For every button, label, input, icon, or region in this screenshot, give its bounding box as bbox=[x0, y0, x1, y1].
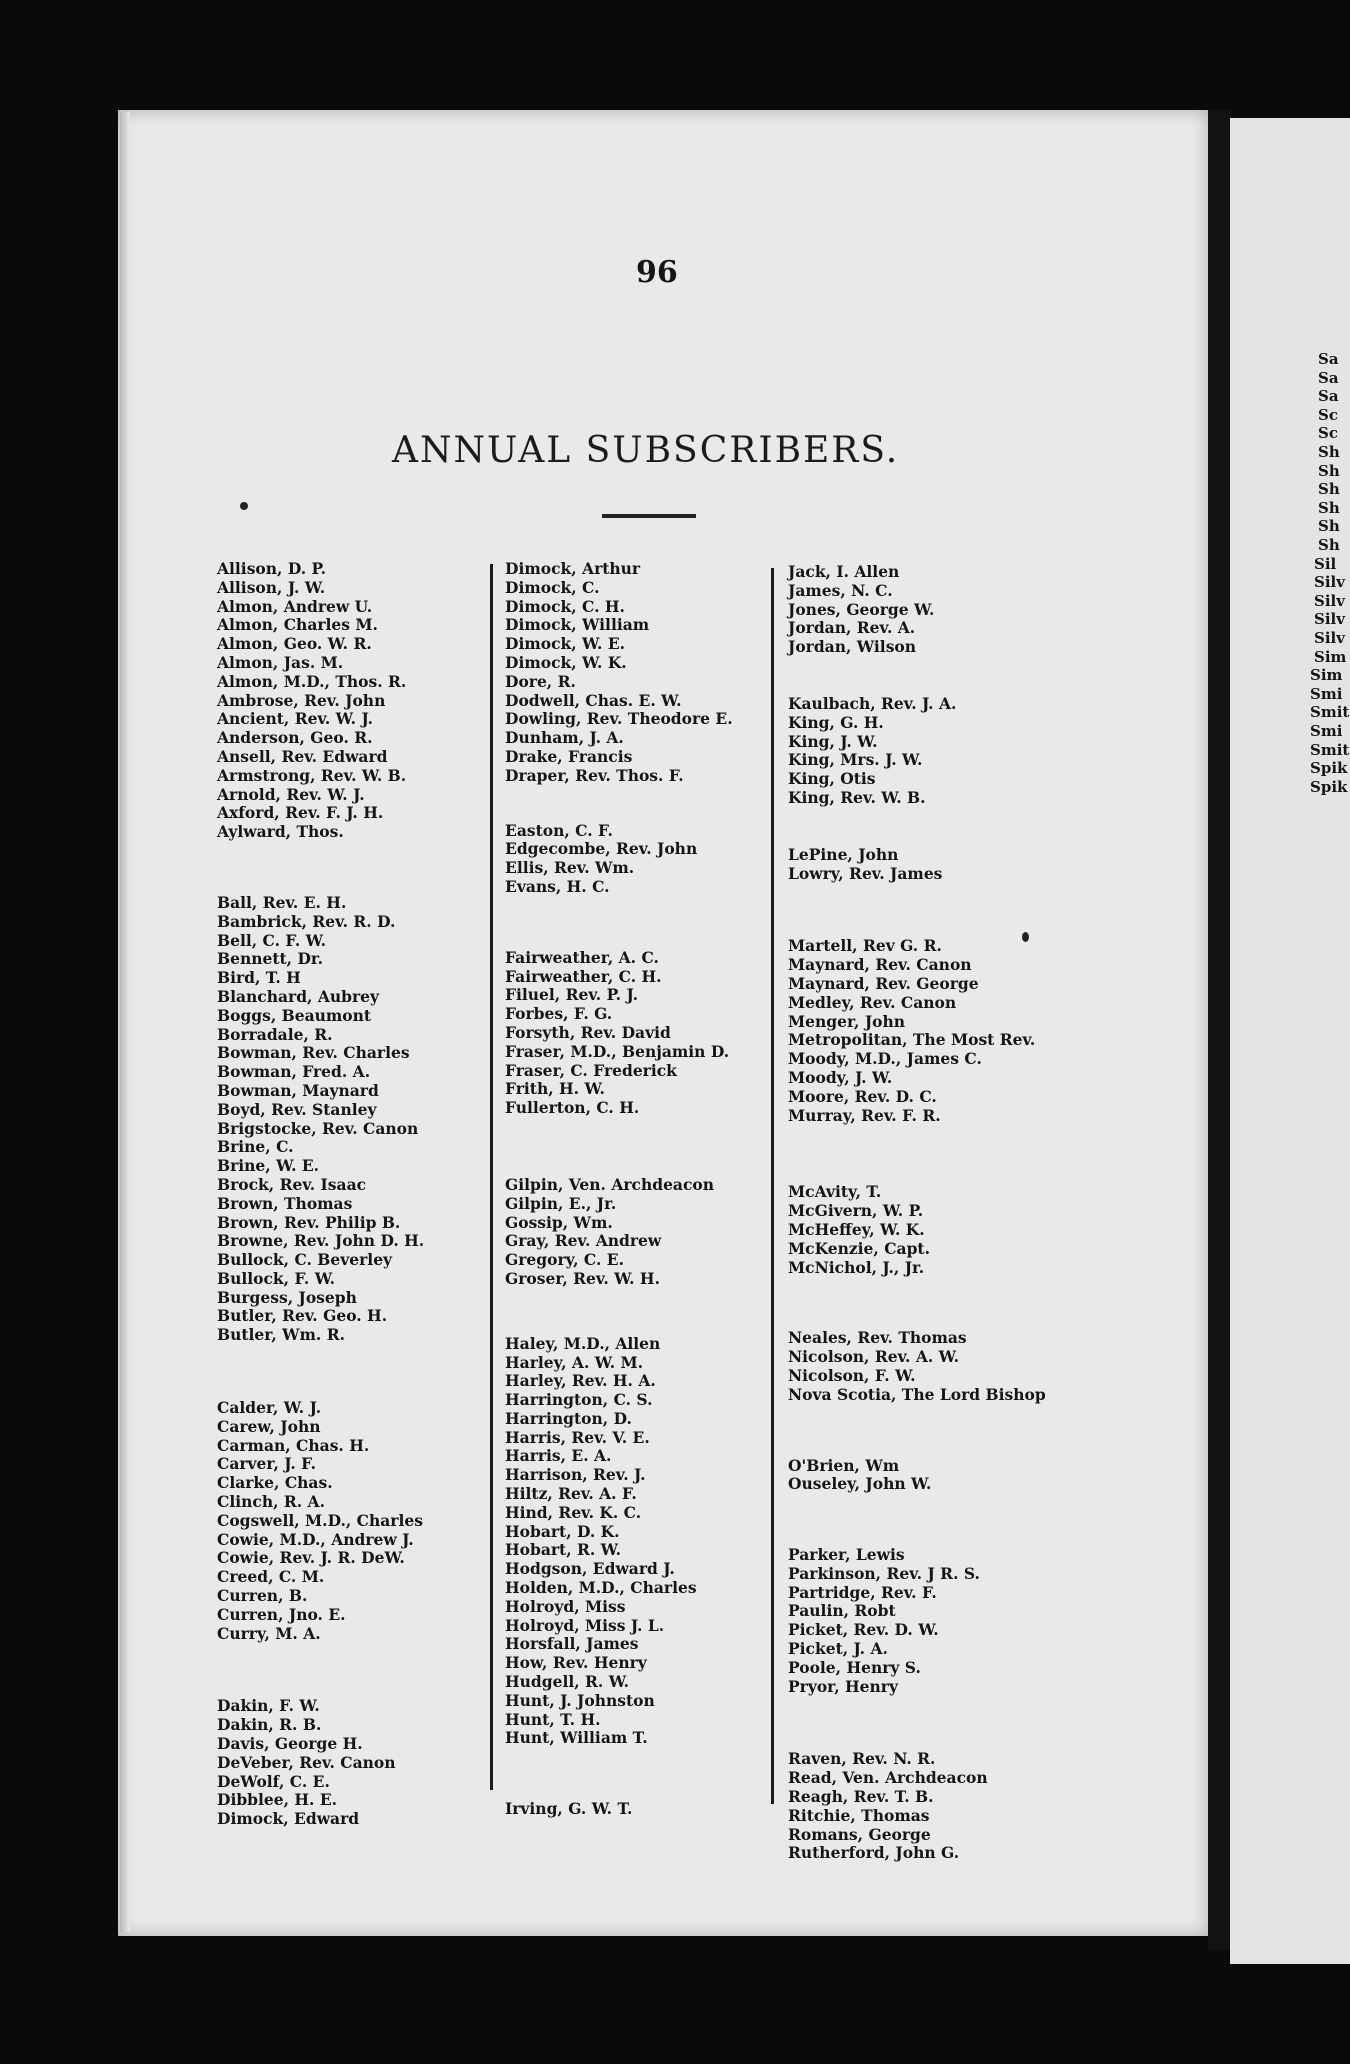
facing-page-text: Sh bbox=[1318, 517, 1340, 536]
subscriber-entry: Armstrong, Rev. W. B. bbox=[217, 765, 407, 785]
subscriber-entry: Dimock, W. K. bbox=[505, 652, 627, 672]
subscriber-entry: King, Rev. W. B. bbox=[788, 787, 926, 807]
subscriber-entry: Dimock, C. H. bbox=[505, 596, 625, 616]
subscriber-entry: Jones, George W. bbox=[788, 599, 935, 619]
subscriber-entry: McAvity, T. bbox=[788, 1182, 882, 1202]
subscriber-entry: Haley, M.D., Allen bbox=[505, 1333, 661, 1353]
group-spacer bbox=[217, 842, 479, 894]
facing-page-text: Sa bbox=[1318, 368, 1339, 387]
subscriber-entry: Ellis, Rev. Wm. bbox=[505, 858, 635, 878]
subscriber-entry: Irving, G. W. T. bbox=[505, 1799, 633, 1819]
facing-page-text: Sa bbox=[1318, 350, 1339, 368]
subscriber-entry: Dimock, Arthur bbox=[505, 559, 641, 578]
subscriber-entry: Hobart, R. W. bbox=[505, 1540, 622, 1560]
facing-page-text: Silv bbox=[1314, 591, 1345, 610]
subscriber-entry: McNichol, J., Jr. bbox=[788, 1257, 925, 1277]
subscriber-entry: Dakin, R. B. bbox=[217, 1715, 322, 1735]
subscriber-entry: Dunham, J. A. bbox=[505, 728, 624, 748]
subscriber-entry: Fairweather, C. H. bbox=[505, 966, 662, 986]
facing-page-text: Smi bbox=[1310, 722, 1343, 740]
subscriber-entry: Romans, George bbox=[788, 1824, 931, 1844]
subscriber-entry: Bowman, Fred. A. bbox=[217, 1062, 371, 1082]
subscriber-entry: Medley, Rev. Canon bbox=[788, 992, 957, 1012]
group-spacer bbox=[505, 1748, 763, 1800]
subscriber-entry: Murray, Rev. F. R. bbox=[788, 1105, 941, 1125]
subscriber-entry: Hiltz, Rev. A. F. bbox=[505, 1484, 637, 1504]
subscriber-entry: Holden, M.D., Charles bbox=[505, 1578, 697, 1598]
subscriber-entry: Draper, Rev. Thos. F. bbox=[505, 765, 684, 785]
subscriber-entry: Carman, Chas. H. bbox=[217, 1435, 370, 1455]
facing-page-text: Silv bbox=[1314, 573, 1345, 592]
subscriber-entry: Moody, J. W. bbox=[788, 1067, 893, 1087]
subscriber-entry: Burgess, Joseph bbox=[217, 1287, 357, 1307]
facing-page-text: Sh bbox=[1318, 461, 1340, 480]
facing-page-text: Smit bbox=[1310, 703, 1350, 722]
subscriber-entry: Gray, Rev. Andrew bbox=[505, 1231, 662, 1251]
subscriber-entry: Parkinson, Rev. J R. S. bbox=[788, 1563, 980, 1583]
facing-page-text: Spik bbox=[1310, 777, 1348, 796]
subscriber-entry: Curren, B. bbox=[217, 1586, 308, 1606]
subscriber-column bbox=[217, 560, 479, 1829]
subscriber-entry: Harley, Rev. H. A. bbox=[505, 1371, 656, 1391]
subscriber-entry: Anderson, Geo. R. bbox=[217, 728, 373, 748]
subscriber-entry: Brigstocke, Rev. Canon bbox=[217, 1118, 419, 1138]
facing-page-text: Sil bbox=[1314, 554, 1337, 573]
subscriber-entry: DeVeber, Rev. Canon bbox=[217, 1752, 396, 1772]
subscriber-entry: Carew, John bbox=[217, 1416, 321, 1436]
subscriber-entry: Horsfall, James bbox=[505, 1634, 639, 1654]
facing-page-text: Silv bbox=[1314, 610, 1345, 629]
subscriber-entry: Hunt, William T. bbox=[505, 1728, 648, 1748]
subscriber-entry: Cowie, M.D., Andrew J. bbox=[217, 1529, 414, 1549]
facing-page-text: Sh bbox=[1318, 498, 1340, 517]
subscriber-entry: Creed, C. M. bbox=[217, 1567, 325, 1587]
facing-page-text: Smi bbox=[1310, 684, 1343, 703]
subscriber-entry: Partridge, Rev. F. bbox=[788, 1582, 937, 1602]
subscriber-entry: DeWolf, C. E. bbox=[217, 1771, 330, 1791]
subscriber-entry: Groser, Rev. W. H. bbox=[505, 1268, 660, 1288]
subscriber-column bbox=[505, 560, 763, 1819]
subscriber-entry: Boggs, Beaumont bbox=[217, 1005, 372, 1025]
subscriber-entry: Allison, D. P. bbox=[217, 559, 326, 578]
subscriber-entry: Kaulbach, Rev. J. A. bbox=[788, 693, 957, 713]
page-number: 96 bbox=[636, 255, 678, 290]
subscriber-entry: Paulin, Robt bbox=[788, 1601, 896, 1621]
subscriber-entry: Harris, Rev. V. E. bbox=[505, 1427, 650, 1447]
subscriber-entry: Jordan, Wilson bbox=[788, 637, 917, 657]
subscriber-entry: Dimock, William bbox=[505, 615, 650, 635]
subscriber-entry: Allison, J. W. bbox=[217, 577, 326, 597]
subscriber-entry: Holroyd, Miss J. L. bbox=[505, 1615, 665, 1635]
subscriber-entry: Blanchard, Aubrey bbox=[217, 986, 380, 1006]
subscriber-entry: King, G. H. bbox=[788, 712, 884, 732]
subscriber-entry: McGivern, W. P. bbox=[788, 1201, 924, 1221]
subscriber-entry: Harrington, C. S. bbox=[505, 1390, 653, 1410]
facing-page-text: Sim bbox=[1314, 647, 1347, 666]
subscriber-entry: Metropolitan, The Most Rev. bbox=[788, 1030, 1036, 1050]
subscriber-entry: Almon, Andrew U. bbox=[217, 596, 373, 616]
subscriber-entry: Ambrose, Rev. John bbox=[217, 690, 386, 710]
facing-page-text: Silv bbox=[1314, 629, 1345, 647]
subscriber-entry: Ball, Rev. E. H. bbox=[217, 892, 347, 912]
subscriber-entry: Edgecombe, Rev. John bbox=[505, 839, 698, 859]
group-spacer bbox=[788, 1125, 1088, 1183]
group-spacer bbox=[217, 1345, 479, 1399]
subscriber-entry: Menger, John bbox=[788, 1011, 906, 1031]
print-speck bbox=[240, 502, 248, 510]
subscriber-entry: Ouseley, John W. bbox=[788, 1474, 932, 1494]
facing-page-text: Sh bbox=[1318, 480, 1340, 499]
subscriber-entry: Dodwell, Chas. E. W. bbox=[505, 690, 682, 710]
subscriber-entry: Almon, Jas. M. bbox=[217, 652, 344, 672]
group-spacer bbox=[788, 1494, 1088, 1546]
subscriber-entry: Clinch, R. A. bbox=[217, 1492, 325, 1512]
subscriber-entry: Gregory, C. E. bbox=[505, 1250, 624, 1270]
subscriber-entry: Boyd, Rev. Stanley bbox=[217, 1099, 377, 1119]
subscriber-entry: Carver, J. F. bbox=[217, 1454, 317, 1474]
subscriber-entry: Bennett, Dr. bbox=[217, 949, 324, 969]
subscriber-entry: Harrison, Rev. J. bbox=[505, 1465, 646, 1485]
subscriber-entry: Nova Scotia, The Lord Bishop bbox=[788, 1384, 1046, 1404]
subscriber-entry: Ancient, Rev. W. J. bbox=[217, 709, 373, 729]
subscriber-entry: Harris, E. A. bbox=[505, 1446, 612, 1466]
subscriber-entry: Poole, Henry S. bbox=[788, 1657, 921, 1677]
subscriber-entry: Forsyth, Rev. David bbox=[505, 1022, 671, 1042]
subscriber-entry: Harrington, D. bbox=[505, 1408, 632, 1428]
subscriber-entry: Dimock, C. bbox=[505, 577, 600, 597]
subscriber-entry: Davis, George H. bbox=[217, 1734, 363, 1754]
subscriber-entry: Holroyd, Miss bbox=[505, 1596, 626, 1616]
subscriber-entry: Bird, T. H bbox=[217, 968, 301, 988]
subscriber-entry: McHeffey, W. K. bbox=[788, 1219, 925, 1239]
subscriber-entry: Cowie, Rev. J. R. DeW. bbox=[217, 1548, 405, 1568]
subscriber-entry: Jordan, Rev. A. bbox=[788, 618, 916, 638]
subscriber-entry: Curry, M. A. bbox=[217, 1623, 321, 1643]
facing-page-text: Sh bbox=[1318, 536, 1340, 554]
subscriber-entry: Browne, Rev. John D. H. bbox=[217, 1231, 425, 1251]
group-spacer bbox=[505, 1118, 763, 1176]
subscriber-entry: Arnold, Rev. W. J. bbox=[217, 784, 365, 804]
subscriber-entry: Forbes, F. G. bbox=[505, 1004, 613, 1024]
subscriber-entry: Axford, Rev. F. J. H. bbox=[217, 803, 384, 823]
subscriber-entry: Pryor, Henry bbox=[788, 1676, 898, 1696]
subscriber-entry: Picket, J. A. bbox=[788, 1639, 888, 1659]
subscriber-entry: Moore, Rev. D. C. bbox=[788, 1086, 937, 1106]
heading-rule bbox=[602, 514, 696, 518]
group-spacer bbox=[788, 808, 1088, 846]
facing-page-text: Sc bbox=[1318, 424, 1338, 443]
group-spacer bbox=[788, 1277, 1088, 1329]
subscriber-entry: Ritchie, Thomas bbox=[788, 1805, 930, 1825]
subscriber-entry: Brine, C. bbox=[217, 1137, 294, 1157]
subscriber-entry: Raven, Rev. N. R. bbox=[788, 1749, 936, 1769]
subscriber-entry: Hudgell, R. W. bbox=[505, 1672, 630, 1692]
subscriber-entry: Almon, M.D., Thos. R. bbox=[217, 671, 407, 691]
subscriber-entry: Fairweather, A. C. bbox=[505, 947, 659, 967]
subscriber-entry: Dakin, F. W. bbox=[217, 1696, 320, 1716]
subscriber-entry: Dimock, W. E. bbox=[505, 634, 626, 654]
subscriber-entry: Hind, Rev. K. C. bbox=[505, 1502, 642, 1522]
subscriber-entry: Hodgson, Edward J. bbox=[505, 1559, 675, 1579]
subscriber-entry: Bowman, Rev. Charles bbox=[217, 1043, 410, 1063]
book-gutter bbox=[1208, 110, 1230, 1950]
subscriber-entry: Read, Ven. Archdeacon bbox=[788, 1768, 988, 1788]
subscriber-entry: Hobart, D. K. bbox=[505, 1521, 620, 1541]
subscriber-entry: Curren, Jno. E. bbox=[217, 1604, 346, 1624]
subscriber-entry: Maynard, Rev. George bbox=[788, 973, 979, 993]
subscriber-entry: McKenzie, Capt. bbox=[788, 1238, 930, 1258]
subscriber-entry: Rutherford, John G. bbox=[788, 1843, 960, 1863]
subscriber-entry: King, Mrs. J. W. bbox=[788, 750, 923, 770]
subscriber-entry: Almon, Geo. W. R. bbox=[217, 634, 372, 654]
subscriber-entry: Drake, Francis bbox=[505, 746, 633, 766]
subscriber-entry: Hunt, T. H. bbox=[505, 1709, 601, 1729]
group-spacer bbox=[788, 1696, 1088, 1750]
subscriber-entry: Bullock, C. Beverley bbox=[217, 1250, 393, 1270]
subscriber-entry: Fraser, M.D., Benjamin D. bbox=[505, 1041, 730, 1061]
subscriber-entry: Brock, Rev. Isaac bbox=[217, 1174, 367, 1194]
subscriber-entry: How, Rev. Henry bbox=[505, 1653, 647, 1673]
subscriber-entry: Clarke, Chas. bbox=[217, 1473, 333, 1493]
group-spacer bbox=[217, 1643, 479, 1697]
subscriber-entry: Frith, H. W. bbox=[505, 1079, 605, 1099]
subscriber-entry: Nicolson, Rev. A. W. bbox=[788, 1347, 960, 1367]
subscriber-entry: Cogswell, M.D., Charles bbox=[217, 1510, 423, 1530]
group-spacer bbox=[788, 1405, 1088, 1457]
subscriber-entry: Hunt, J. Johnston bbox=[505, 1690, 655, 1710]
group-spacer bbox=[505, 897, 763, 949]
print-speck bbox=[1022, 932, 1029, 942]
subscriber-entry: Easton, C. F. bbox=[505, 820, 613, 840]
group-spacer bbox=[505, 1289, 763, 1335]
subscriber-entry: Ansell, Rev. Edward bbox=[217, 746, 388, 766]
subscriber-entry: Martell, Rev G. R. bbox=[788, 936, 942, 956]
subscriber-entry: O'Brien, Wm bbox=[788, 1455, 900, 1475]
subscriber-entry: Aylward, Thos. bbox=[217, 822, 344, 842]
subscriber-entry: Brine, W. E. bbox=[217, 1156, 320, 1176]
facing-page-text: Sc bbox=[1318, 405, 1338, 424]
subscriber-entry: Calder, W. J. bbox=[217, 1398, 322, 1418]
subscriber-entry: Fullerton, C. H. bbox=[505, 1098, 640, 1118]
column-divider bbox=[771, 568, 774, 1804]
subscriber-entry: Gilpin, E., Jr. bbox=[505, 1193, 617, 1213]
subscriber-entry: Borradale, R. bbox=[217, 1024, 333, 1044]
subscriber-entry: Butler, Rev. Geo. H. bbox=[217, 1306, 388, 1326]
subscriber-entry: Brown, Thomas bbox=[217, 1193, 353, 1213]
subscriber-entry: Jack, I. Allen bbox=[788, 562, 900, 581]
facing-page-text: Sa bbox=[1318, 387, 1339, 406]
subscriber-entry: Bell, C. F. W. bbox=[217, 930, 327, 950]
subscriber-entry: Dibblee, H. E. bbox=[217, 1790, 338, 1810]
subscriber-entry: Brown, Rev. Philip B. bbox=[217, 1212, 401, 1232]
subscriber-entry: Gilpin, Ven. Archdeacon bbox=[505, 1174, 715, 1194]
subscriber-entry: Bullock, F. W. bbox=[217, 1268, 336, 1288]
subscriber-entry: Dimock, Edward bbox=[217, 1809, 360, 1829]
subscriber-entry: Almon, Charles M. bbox=[217, 615, 378, 635]
subscriber-entry: Maynard, Rev. Canon bbox=[788, 955, 972, 975]
facing-page-text: Smit bbox=[1310, 740, 1350, 759]
subscriber-entry: Evans, H. C. bbox=[505, 876, 610, 896]
subscriber-entry: Bowman, Maynard bbox=[217, 1080, 379, 1100]
subscriber-entry: Fraser, C. Frederick bbox=[505, 1060, 677, 1080]
group-spacer bbox=[788, 657, 1088, 695]
subscriber-entry: Harley, A. W. M. bbox=[505, 1352, 644, 1372]
subscriber-entry: Filuel, Rev. P. J. bbox=[505, 985, 638, 1005]
subscriber-entry: Reagh, Rev. T. B. bbox=[788, 1787, 934, 1807]
facing-page-text: Spik bbox=[1310, 759, 1348, 778]
column-divider bbox=[490, 564, 493, 1790]
facing-page-text: Sim bbox=[1310, 666, 1343, 685]
facing-page-fragment bbox=[1230, 118, 1350, 1964]
subscriber-entry: Neales, Rev. Thomas bbox=[788, 1328, 967, 1348]
page-heading: ANNUAL SUBSCRIBERS. bbox=[392, 430, 900, 471]
subscriber-entry: Bambrick, Rev. R. D. bbox=[217, 911, 396, 931]
subscriber-entry: King, Otis bbox=[788, 769, 876, 789]
subscriber-entry: Lowry, Rev. James bbox=[788, 863, 943, 883]
page-edge-shadow bbox=[120, 112, 130, 1932]
subscriber-entry: Butler, Wm. R. bbox=[217, 1325, 345, 1345]
subscriber-entry: Gossip, Wm. bbox=[505, 1212, 613, 1232]
subscriber-entry: Parker, Lewis bbox=[788, 1545, 905, 1565]
group-spacer bbox=[505, 786, 763, 822]
subscriber-entry: LePine, John bbox=[788, 844, 899, 864]
subscriber-entry: King, J. W. bbox=[788, 731, 878, 751]
group-spacer bbox=[788, 883, 1088, 937]
subscriber-entry: Picket, Rev. D. W. bbox=[788, 1620, 939, 1640]
subscriber-entry: Dowling, Rev. Theodore E. bbox=[505, 709, 733, 729]
subscriber-entry: Moody, M.D., James C. bbox=[788, 1049, 982, 1069]
subscriber-column bbox=[788, 563, 1088, 1863]
subscriber-entry: Dore, R. bbox=[505, 671, 576, 691]
subscriber-entry: James, N. C. bbox=[788, 580, 893, 600]
facing-page-text: Sh bbox=[1318, 443, 1340, 461]
subscriber-entry: Nicolson, F. W. bbox=[788, 1365, 916, 1385]
